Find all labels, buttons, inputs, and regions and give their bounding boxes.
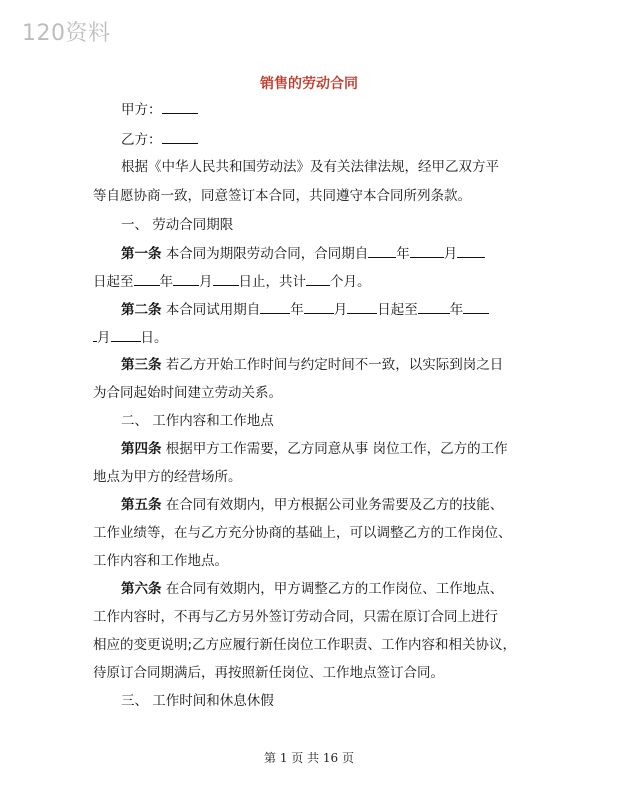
- section-heading-3: 三、 工作时间和休息休假: [121, 693, 274, 709]
- article-5-line-1: 第五条 在合同有效期内，甲方根据公司业务需要及乙方的技能、: [121, 497, 504, 513]
- article-6-line-2: 工作内容时，不再与乙方另外签订劳动合同，只需在原订合同上进行: [93, 609, 498, 625]
- article-6-line-3: 相应的变更说明;乙方应履行新任岗位工作职责、工作内容和相关协议，: [93, 637, 517, 653]
- party-a-line: 甲方：: [121, 100, 198, 119]
- article-6-line-1: 第六条 在合同有效期内，甲方调整乙方的工作岗位、工作地点、: [121, 581, 504, 597]
- document-title: 销售的劳动合同: [260, 76, 358, 92]
- intro-line-1: 根据《中华人民共和国劳动法》及有关法律法规，经甲乙双方平: [121, 159, 499, 175]
- article-2-line-1: 第二条 本合同试用期自 年 月 日起至 年: [121, 300, 489, 319]
- page-footer: 第 1 页 共 16 页: [264, 751, 354, 765]
- watermark: 120资料: [22, 21, 111, 46]
- party-b-line: 乙方：: [121, 130, 198, 149]
- article-6-line-4: 待原订合同期满后，再按照新任岗位、工作地点签订合同。: [93, 665, 444, 681]
- section-heading-2: 二、 工作内容和工作地点: [121, 413, 274, 429]
- section-heading-1: 一、 劳动合同期限: [121, 217, 234, 233]
- article-1-line-2: 日起至 年 月 日止，共计 个月。: [93, 274, 371, 290]
- article-4-line-2: 地点为甲方的经营场所。: [93, 469, 242, 485]
- article-4-line-1: 第四条 根据甲方工作需要，乙方同意从事 岗位工作，乙方的工作: [121, 441, 508, 457]
- article-3-line-2: 为合同起始时间建立劳动关系。: [93, 385, 282, 401]
- article-3-line-1: 第三条 若乙方开始工作时间与约定时间不一致，以实际到岗之日: [121, 357, 504, 373]
- article-5-line-3: 工作内容和工作地点。: [93, 553, 228, 569]
- intro-line-2: 等自愿协商一致，同意签订本合同，共同遵守本合同所列条款。: [93, 188, 471, 204]
- article-1-line-1: 第一条 本合同为期限劳动合同，合同期自 年 月: [121, 244, 485, 263]
- article-5-line-2: 工作业绩等，在与乙方充分协商的基础上，可以调整乙方的工作岗位、: [93, 525, 512, 541]
- article-2-line-2: 月 日。: [93, 328, 168, 347]
